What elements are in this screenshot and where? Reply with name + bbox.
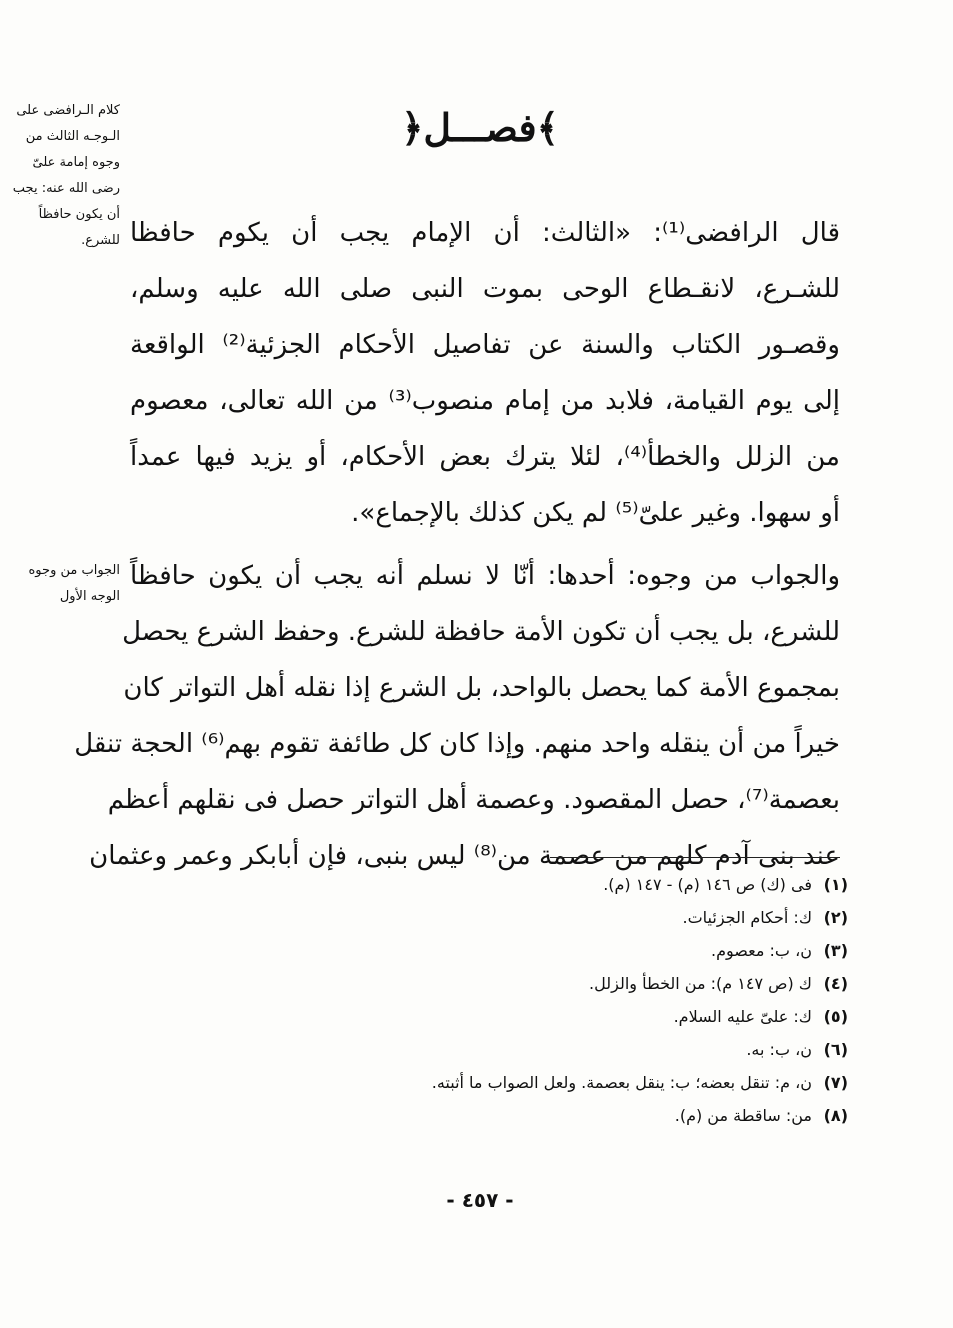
text-line: عند بنى آدم كلهم من عصمة من⁽⁸⁾ ليس بنبى، فإن أبابكر وعمر وعثمان	[89, 841, 840, 871]
footnote-number: (١)	[823, 875, 848, 894]
text-line: من الزلل والخطأ⁽⁴⁾، لئلا يترك بعض الأحكام، أو يزيد فيها عمداً	[130, 442, 840, 472]
footnote	[300, 1033, 848, 1066]
footnote	[300, 1099, 848, 1132]
footnote	[300, 967, 848, 1000]
text-line: بعصمة⁽⁷⁾، حصل المقصود. وعصمة أهل التواتر حصل فى نقلهم أعظم	[107, 785, 840, 815]
footnote-divider	[550, 857, 840, 858]
footnote-number: (٥)	[823, 1007, 848, 1026]
footnote-text: من: ساقطة من (م).	[674, 1106, 812, 1125]
footnote	[300, 901, 848, 934]
footnotes	[300, 868, 848, 1132]
margin-note-2: الجواب من وجوه الوجه الأول	[28, 563, 120, 604]
paragraph-1	[130, 205, 840, 541]
footnote	[300, 868, 848, 901]
text-line: للشرع، بل يجب أن تكون الأمة حافظة للشرع. وحفظ الشرع يحصل	[122, 617, 840, 647]
footnote-text: ن، ب: معصوم.	[711, 941, 812, 960]
text-line: للشـرع، لانقـطاع الوحى بموت النبى صلى الله عليه وسلم،	[130, 274, 840, 304]
text-line: وقصـور الكتاب والسنة عن تفاصيل الأحكام الجزئية⁽²⁾ الواقعة	[130, 330, 840, 360]
footnote-text: فى (ك) ص ١٤٦ (م) - ١٤٧ (م).	[603, 875, 812, 894]
footnote-text: ك (ص ١٤٧ م): من الخطأ والزلل.	[589, 974, 812, 993]
footnote	[300, 934, 848, 967]
footnote-text: ن، م: تنقل بعضه؛ ب: ينقل بعصمة. ولعل الصواب ما أثبته.	[431, 1073, 812, 1092]
footnote-text: ن، ب: به.	[746, 1040, 812, 1059]
text-line: والجواب من وجوه: أحدها: أنّا لا نسلم أنه يجب أن يكون حافظاً	[130, 561, 840, 591]
footnote-number: (٤)	[823, 974, 848, 993]
footnote-number: (٧)	[823, 1073, 848, 1092]
text-line: قال الرافضى⁽¹⁾: «الثالث: أن الإمام يجب أن يكوم حافظا	[130, 218, 840, 248]
margin-note-1: كلام الـرافضى على الـوجـه الثالث من وجوه إمامة علىّ رضى الله عنه: يجب أن يكون حافظاً للشرع.	[12, 103, 120, 248]
text-line: أو سهوا. وغير علىّ⁽⁵⁾ لم يكن كذلك بالإجماع».	[351, 498, 840, 528]
footnote-number: (٨)	[823, 1106, 848, 1125]
footnote-number: (٢)	[823, 908, 848, 927]
footnote-text: ك: أحكام الجزئيات.	[682, 908, 812, 927]
footnote	[300, 1000, 848, 1033]
chapter-title: ﴿فصـــل﴾	[401, 105, 559, 150]
page-number: - ٤٥٧ -	[446, 1188, 514, 1212]
text-line: بمجموع الأمة كما يحصل بالواحد، بل الشرع إذا نقله أهل التواتر كان	[123, 673, 840, 703]
footnote-number: (٦)	[823, 1040, 848, 1059]
footnote-text: ك: علىّ عليه السلام.	[673, 1007, 812, 1026]
text-line: إلى يوم القيامة، فلابد من إمام منصوب⁽³⁾ من الله تعالى، معصوم	[130, 386, 840, 416]
footnote	[300, 1066, 848, 1099]
footnote-number: (٣)	[823, 941, 848, 960]
text-line: خيراً من أن ينقله واحد منهم. وإذا كان كل طائفة تقوم بهم⁽⁶⁾ الحجة تنقل	[74, 729, 840, 759]
